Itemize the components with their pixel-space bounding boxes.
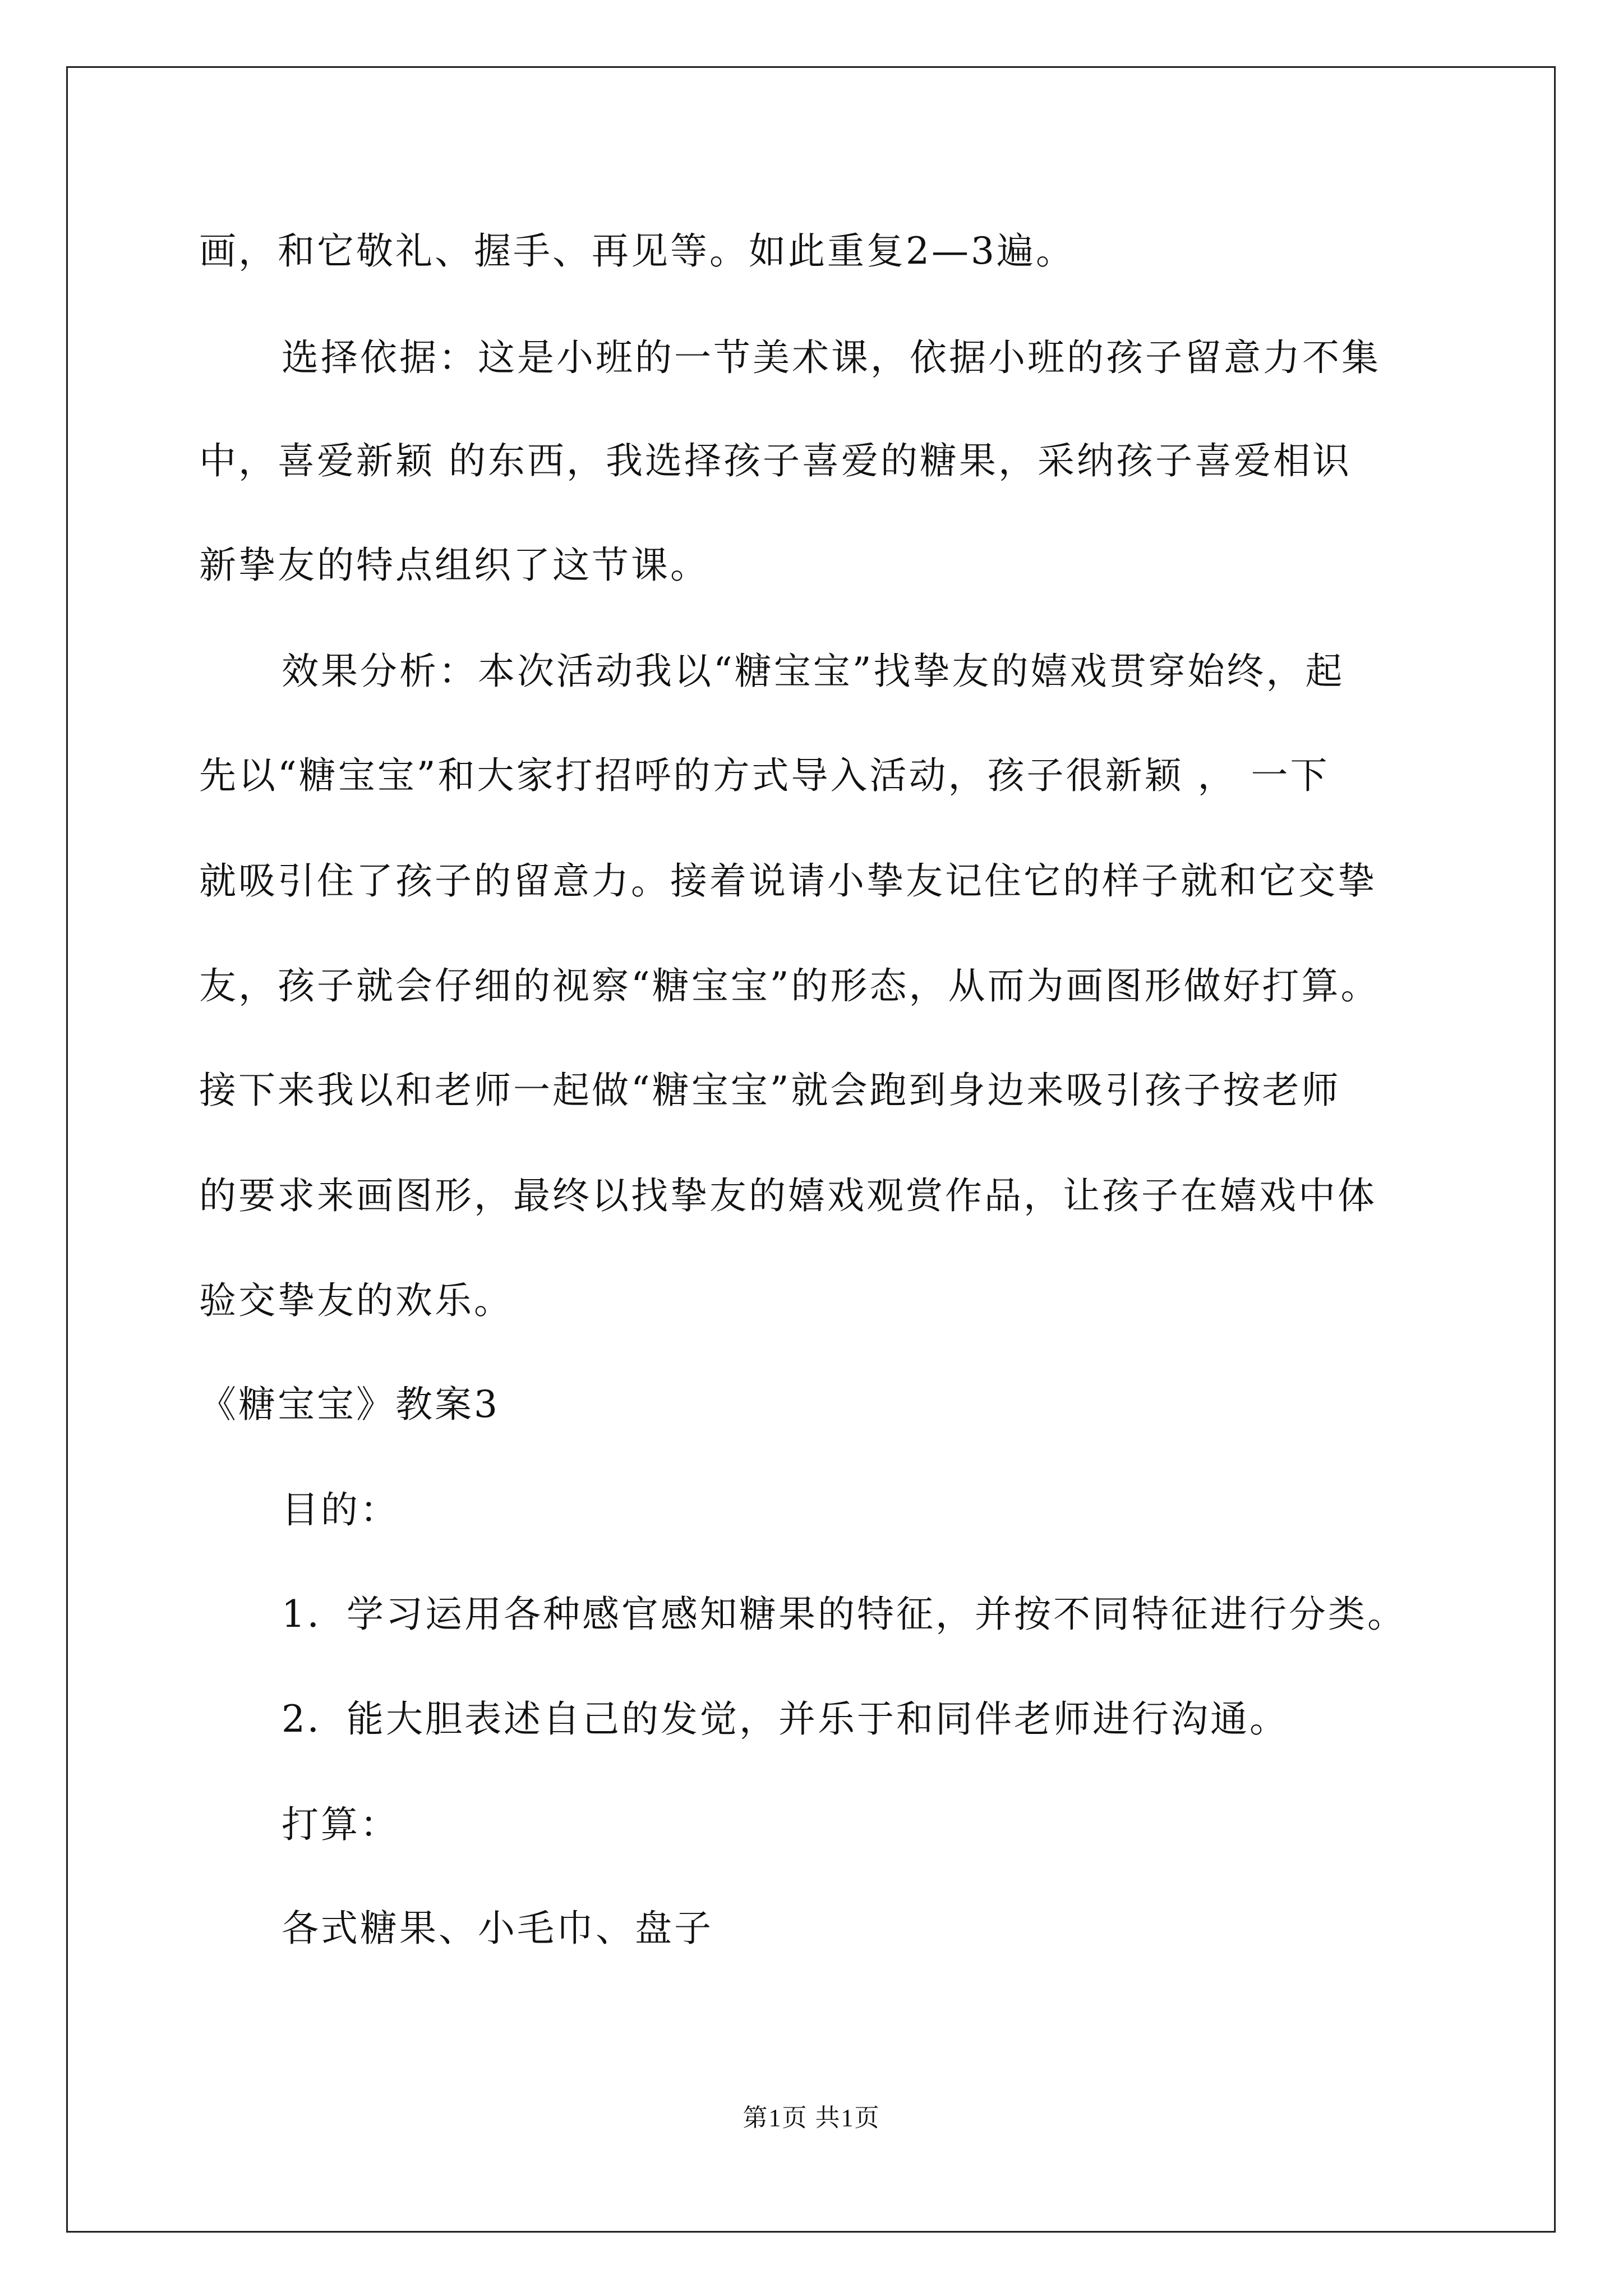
paragraph-line: 效果分析：本次活动我以“糖宝宝”找挚友的嬉戏贯穿始终，起 <box>282 650 1345 693</box>
body-line: 就吸引住了孩子的留意力。接着说请小挚友记住它的样子就和它交挚 <box>199 859 1377 903</box>
body-line: 新挚友的特点组织了这节课。 <box>199 544 709 587</box>
body-line: 中，喜爱新颖 的东西，我选择孩子喜爱的糖果，采纳孩子喜爱相识 <box>199 439 1352 482</box>
paragraph-line: 各式糖果、小毛巾、盘子 <box>282 1907 713 1950</box>
paragraph-line: 目的： <box>282 1488 399 1531</box>
body-line: 的要求来画图形，最终以找挚友的嬉戏观赏作品，让孩子在嬉戏中体 <box>199 1174 1377 1217</box>
body-line: 先以“糖宝宝”和大家打招呼的方式导入活动，孩子很新颖 ， 一下 <box>199 754 1330 797</box>
body-line: 接下来我以和老师一起做“糖宝宝”就会跑到身边来吸引孩子按老师 <box>199 1069 1341 1112</box>
body-line: 验交挚友的欢乐。 <box>199 1279 513 1322</box>
body-line: 画，和它敬礼、握手、再见等。如此重复2—3遍。 <box>199 229 1075 273</box>
body-line: 友，孩子就会仔细的视察“糖宝宝”的形态，从而为画图形做好打算。 <box>199 964 1380 1007</box>
section-title: 《糖宝宝》教案3 <box>199 1383 500 1426</box>
list-item: 2．能大胆表述自己的发觉，并乐于和同伴老师进行沟通。 <box>282 1697 1289 1741</box>
page-number-footer: 第1页 共1页 <box>743 2104 880 2132</box>
list-item: 1．学习运用各种感官感知糖果的特征，并按不同特征进行分类。 <box>282 1593 1407 1636</box>
paragraph-line: 打算： <box>282 1803 399 1846</box>
paragraph-line: 选择依据：这是小班的一节美术课，依据小班的孩子留意力不集 <box>282 336 1381 379</box>
